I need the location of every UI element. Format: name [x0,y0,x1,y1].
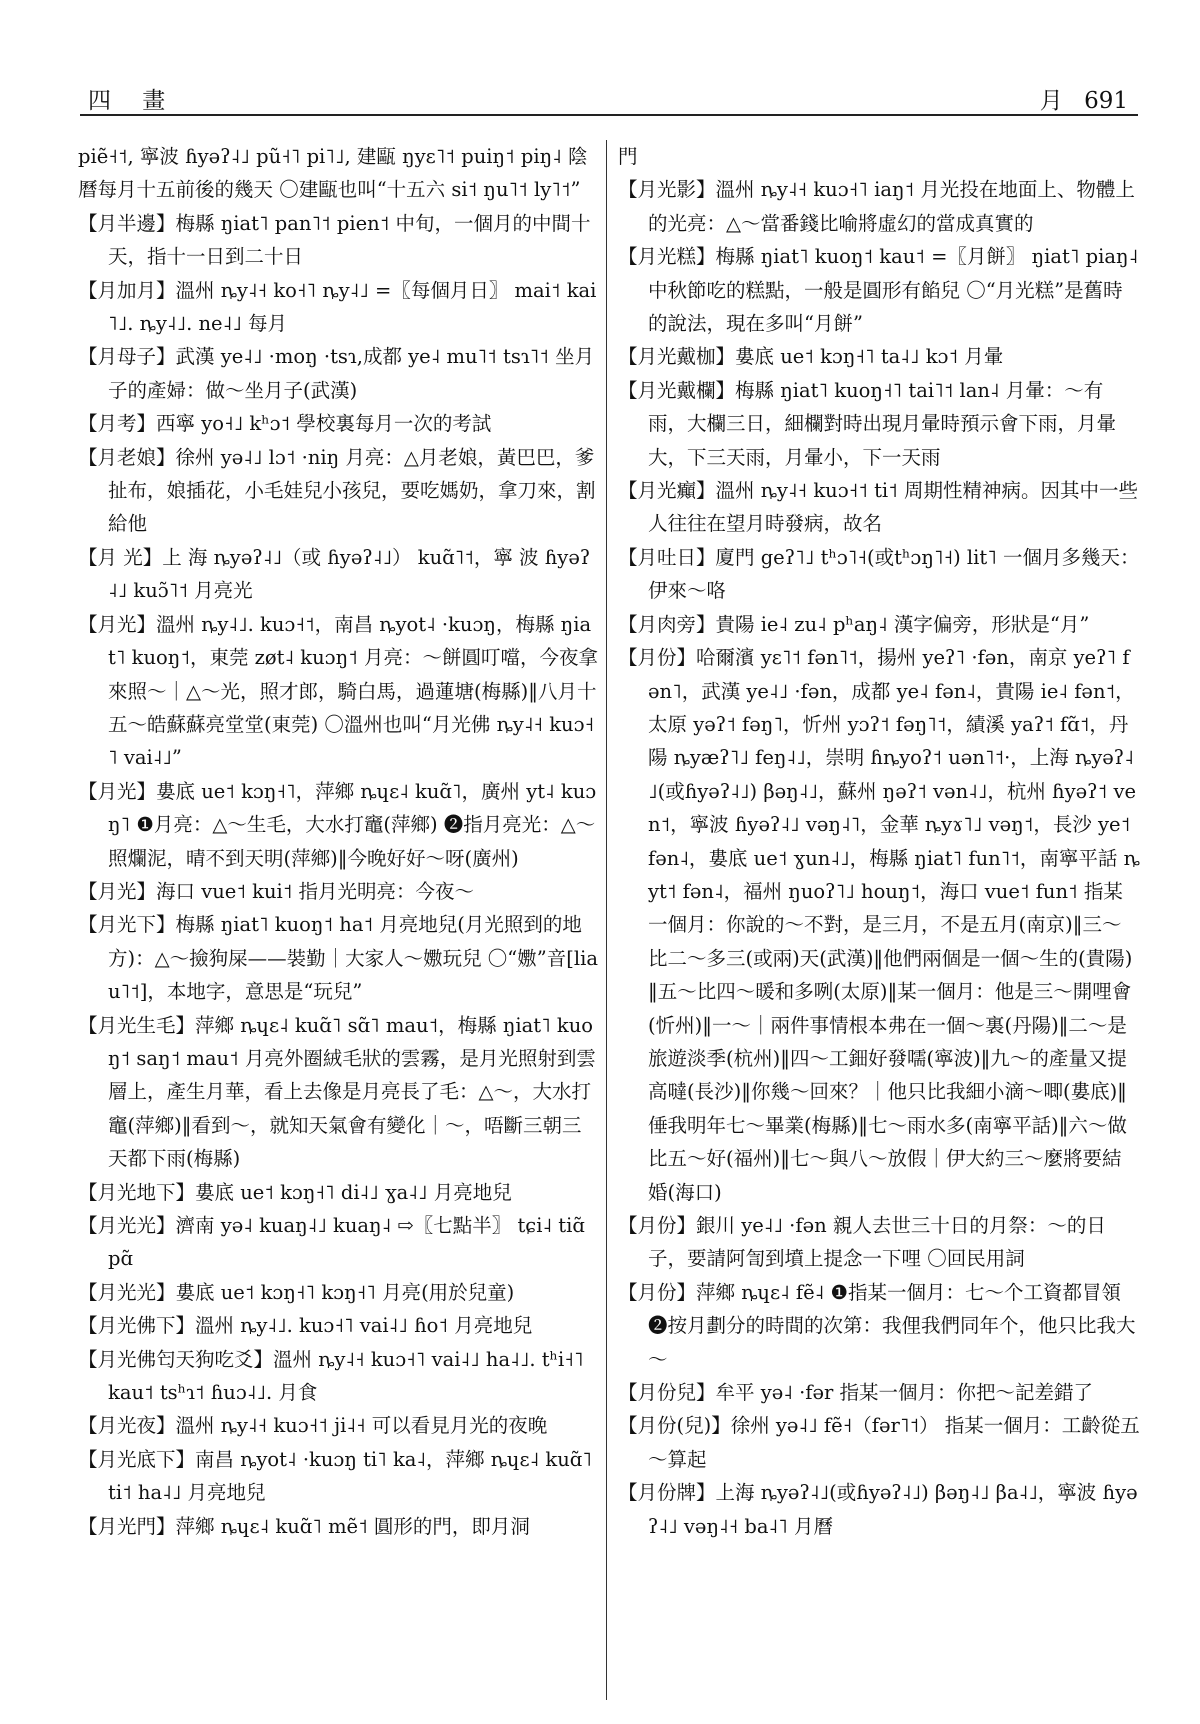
dictionary-entry: 【月光下】梅縣 ŋiat˥ kuoŋ˦ ha˦ 月亮地兒(月光照到的地方)：△～撿狗屎——裝勤｜大家人～嫐玩兒 〇“嫐”音[liau˥˦]，本地字，意思是“玩兒” [78,913,598,1004]
dictionary-entry: 【月光光】婁底 ue˦ kɔŋ˧˥ kɔŋ˧˥ 月亮(用於兒童) [78,1280,515,1304]
section-title: 四 畫 [88,88,178,114]
left-column [78,140,598,1543]
dictionary-entry: 【月份】哈爾濱 yɛ˥˦ fən˥˦，揚州 yeʔ˥ ·fən，南京 yeʔ˥ fən˥，武漢 ye˨˩ ·fən，成都 ye˨ fən˨，貴陽 ie˨ fən˦，太原 yəʔ˦ fəŋ˥，忻州 yɔʔ˦ fəŋ˥˦，績溪 yaʔ˦ fɑ̃˦，丹陽 ȵyæʔ˥˩ feŋ˨˩，崇明 ɦȵyoʔ˦ uən˥˦·，上海 ȵyəʔ˨˩(或ɦyəʔ˨˩) βəŋ˨˩，蘇州 ŋəʔ˦ vən˨˩，杭州 ɦyəʔ˦ ven˦，寧波 ɦyəʔ˨˩ vəŋ˨˥，金華 ȵyɤ˥˩ vəŋ˦，長沙 ye˦ fən˨，婁底 ue˦ ɣun˨˩，梅縣 ŋiat˥ fun˥˦，南寧平話 ȵyt˦ fən˨，福州 ŋuoʔ˥˩ houŋ˦，海口 vue˦ fun˦ 指某一個月：你說的～不對，是三月，不是五月(南京)‖三～比二～多三(或兩)天(武漢)‖他們兩個是一個～生的(貴陽)‖五～比四～暖和多咧(太原)‖某一個月：他是三～開哩會(忻州)‖一～｜兩件事情根本弗在一個～裏(丹陽)‖二～是旅遊淡季(杭州)‖四～工鈿好發嚅(寧波)‖九～的產量又提高噠(長沙)‖你幾～回來？｜他只比我細小滴～唧(婁底)‖倕我明年七～畢業(梅縣)‖七～雨水多(南寧平話)‖六～做比五～好(福州)‖七～與八～放假｜伊大約三～麼將要結婚(海口) [618,646,1140,1204]
dictionary-entry: 【月加月】溫州 ȵy˨˧ ko˧˥ ȵy˨˩ =〖每個月日〗 mai˦ kai˥˩. ȵy˨˩. ne˨˩ 每月 [78,278,597,336]
dictionary-entry: 【月光戴欄】梅縣 ŋiat˥ kuoŋ˧˥ tai˥˦ lan˨ 月暈：～有雨，大欄三日，細欄對時出現月暈時預示會下雨，月暈大，下三天雨，月暈小，下一天雨 [618,378,1117,469]
dictionary-entry: 【月吐日】廈門 geʔ˥˩ tʰɔ˥˧(或tʰɔŋ˥˧) lit˥ 一個月多幾天：伊來～咯 [618,545,1140,603]
dictionary-entry: 【月光】婁底 ue˦ kɔŋ˧˥，萍鄉 ȵɥɛ˨ kuɑ̃˥，廣州 yt˨ kuɔŋ˥ ❶月亮：△～生毛，大水打竈(萍鄉) ❷指月亮光：△～照爛泥，晴不到天明(萍鄉)‖今晚好好～呀(廣州) [78,779,597,870]
page-number: 691 [1084,88,1128,114]
dictionary-entry: 【月半邊】梅縣 ŋiat˥ pan˥˦ pien˦ 中旬，一個月的中間十天，指十一日到二十日 [78,211,591,269]
dictionary-entry: 【月光門】萍鄉 ȵɥɛ˨ kuɑ̃˥ mẽ˦ 圓形的門，即月洞 [78,1514,530,1538]
dictionary-entry: piẽ˧˦, 寧波 ɦyəʔ˨˩ pũ˧˥ pi˥˩, 建甌 ŋyɛ˥˦ puiŋ˦ piŋ˨ 陰曆每月十五前後的幾天 〇建甌也叫“十五六 si˦ ŋu˥˦ ly˥˦” [78,145,588,202]
dictionary-entry: 【月光地下】婁底 ue˦ kɔŋ˧˥ di˨˩ ɣa˨˩ 月亮地兒 [78,1180,512,1204]
dictionary-entry: 【月光夜】溫州 ȵy˨˧ kuɔ˧˦ ji˨˧ 可以看見月光的夜晚 [78,1414,548,1438]
dictionary-entry: 【月光底下】南昌 ȵyot˨ ·kuɔŋ ti˥ ka˨，萍鄉 ȵɥɛ˨ kuɑ̃˥ ti˦ ha˨˩ 月亮地兒 [78,1447,592,1505]
right-column [618,140,1140,1543]
dictionary-entry: 【月光光】濟南 yə˨ kuaŋ˨˩ kuaŋ˨ ⇨〖七點半〗 tɕi˨ tiɑ̃ pɑ̃ [78,1214,585,1271]
column-divider [606,140,607,1700]
dictionary-entry: 【月母子】武漢 ye˨˩ ·moŋ ·tsɿ,成都 ye˨ mu˥˦ tsɿ˥˦ 坐月子的產婦：做～坐月子(武漢) [78,345,595,402]
dictionary-entry: 【月光佛匄天狗吃爻】溫州 ȵy˨˧ kuɔ˧˥ vai˨˩ ha˨˩. tʰi˧˥ kau˦ tsʰɿ˦ ɦuɔ˨˩. 月食 [78,1347,584,1405]
dictionary-entry: 門 [618,145,638,168]
dictionary-entry: 【月份】銀川 ye˨˩ ·fən 親人去世三十日的月祭：～的日子，要請阿訇到墳上提念一下哩 〇回民用詞 [618,1214,1106,1271]
header-character: 月 [1039,88,1063,114]
header-right [1026,82,1128,115]
dictionary-entry: 【月肉旁】貴陽 ie˨ zu˨ pʰaŋ˨ 漢字偏旁，形狀是“月” [618,612,1090,636]
dictionary-entry: 【月考】西寧 yo˧˩ kʰɔ˦ 學校裏每月一次的考試 [78,412,492,436]
dictionary-entry: 【月光】海口 vue˦ kui˦ 指月光明亮：今夜～ [78,879,475,903]
dictionary-entry: 【月光】溫州 ȵy˨˩. kuɔ˧˦，南昌 ȵyot˨ ·kuɔŋ，梅縣 ŋiat˥ kuoŋ˦，東莞 zøt˨ kuɔŋ˦ 月亮：～餅圓叮噹，今夜拿來照～｜△～光，照才郎，騎白馬，過蓮塘(梅縣)‖八月十五～皓蘇蘇亮堂堂(東莞) 〇溫州也叫“月光佛 ȵy˨˧ kuɔ˧˥ vai˨˩” [78,612,598,770]
dictionary-entry: 【月份】萍鄉 ȵɥɛ˨ fẽ˨ ❶指某一個月：七～个工資都冒領 ❷按月劃分的時間的次第：我俚我們同年个，他只比我大～ [618,1280,1136,1371]
dictionary-entry: 【月光影】溫州 ȵy˨˧ kuɔ˧˥ iaŋ˦ 月光投在地面上、物體上的光亮：△～當番錢比喻將虛幻的當成真實的 [618,178,1135,235]
dictionary-entry: 【月老娘】徐州 yə˨˩ lɔ˦ ·niŋ 月亮：△月老娘，黃巴巴，爹扯布，娘插花，小毛娃兒小孩兒，要吃媽奶，拿刀來，割給他 [78,445,596,536]
dictionary-entry: 【月光糕】梅縣 ŋiat˥ kuoŋ˦ kau˦ =〖月餅〗 ŋiat˥ piaŋ˨ 中秋節吃的糕點，一般是圓形有餡兒 〇“月光糕”是舊時的說法，現在多叫“月餅” [618,245,1139,336]
dictionary-entry: 【月光生毛】萍鄉 ȵɥɛ˨ kuɑ̃˥ sɑ̃˥ mau˦，梅縣 ŋiat˥ kuoŋ˦ saŋ˦ mau˦ 月亮外圈絨毛狀的雲霧，是月光照射到雲層上，產生月華，看上去像是月亮長了毛：△～，大水打竈(萍鄉)‖看到～，就知天氣會有變化｜～，唔斷三朝三天都下雨(梅縣) [78,1013,596,1171]
dictionary-entry: 【月光戴枷】婁底 ue˦ kɔŋ˧˥ ta˨˩ kɔ˦ 月暈 [618,345,1004,369]
dictionary-entry: 【月份牌】上海 ȵyəʔ˨˩(或ɦyəʔ˨˩) βəŋ˨˩ βa˨˩，寧波 ɦyəʔ˨˩ vəŋ˨˧ ba˨˥ 月曆 [618,1481,1138,1538]
dictionary-entry: 【月 光】上 海 ȵyəʔ˨˩（或 ɦyəʔ˨˩） kuɑ̃˥˦，寧 波 ɦyəʔ˨˩ kuɔ̃˥˦ 月亮光 [78,545,591,603]
dictionary-entry: 【月份(兒)】徐州 yə˨˩ fẽ˧（fər˥˦） 指某一個月：工齡從五～算起 [618,1414,1140,1471]
page-header [88,82,1128,112]
dictionary-entry: 【月光癲】溫州 ȵy˨˧ kuɔ˧˦ ti˦ 周期性精神病。因其中一些人往往在望月時發病，故名 [618,479,1138,536]
dictionary-entry: 【月光佛下】溫州 ȵy˨˩. kuɔ˧˥ vai˨˩ ɦo˦ 月亮地兒 [78,1314,533,1338]
dictionary-entry: 【月份兒】牟平 yə˨ ·fər 指某一個月：你把～記差錯了 [618,1381,1094,1405]
header-rule [80,114,1138,116]
